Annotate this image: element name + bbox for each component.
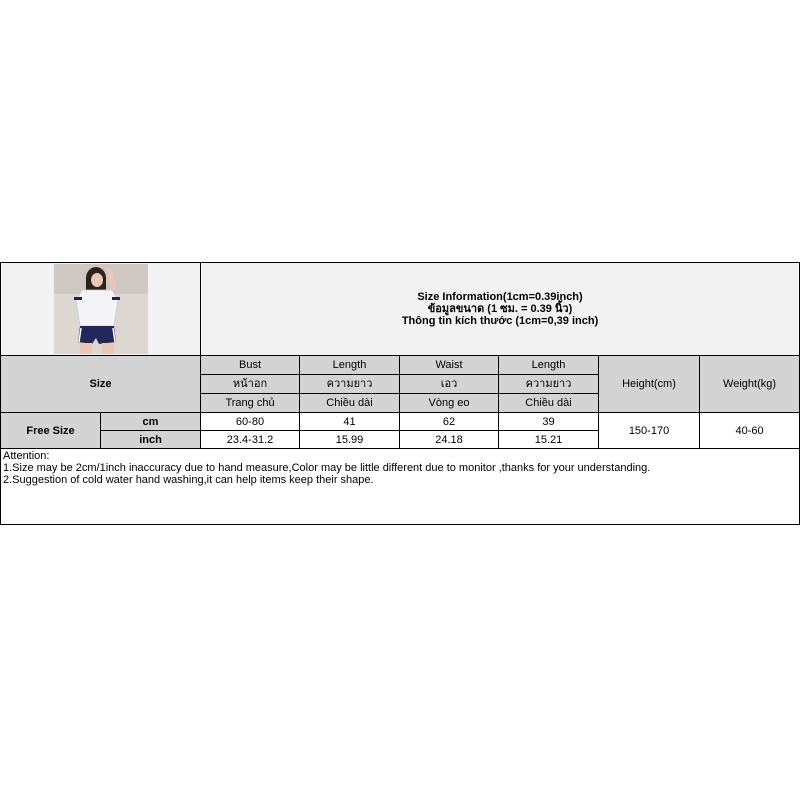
table-cell: 15.21 [499,431,599,449]
table-cell: 62 [400,413,499,431]
col-bust-vi: Trang chủ [201,394,300,413]
col-waist-vi: Vòng eo [400,394,499,413]
table-cell: 15.99 [300,431,400,449]
height-header: Height(cm) [599,356,700,413]
product-photo-cell [1,263,201,356]
unit-inch: inch [101,431,201,449]
table-cell: 23.4-31.2 [201,431,300,449]
unit-cm: cm [101,413,201,431]
attention-line-1: 1.Size may be 2cm/1inch inaccuracy due to hand measure,Color may be little different due to monitor ,thanks for your understanding. [3,462,651,474]
title-thai: ข้อมูลขนาด (1 ซม. = 0.39 นิ้ว) [427,303,573,315]
table-cell: 39 [499,413,599,431]
product-photo-icon [54,264,148,354]
table-cell: 60-80 [201,413,300,431]
table-cell: 41 [300,413,400,431]
attention-line-2: 2.Suggestion of cold water hand washing,it can help items keep their shape. [3,474,374,486]
title-vietnamese: Thông tin kích thước (1cm=0,39 inch) [401,315,599,327]
col-length-th: ความยาว [300,375,400,394]
col-length2-vi: Chiều dài [499,394,599,413]
table-cell: 24.18 [400,431,499,449]
free-size-label: Free Size [1,413,101,449]
size-header: Size [1,356,201,413]
height-value: 150-170 [599,413,700,449]
size-chart-table [0,262,800,525]
col-length-vi: Chiều dài [300,394,400,413]
col-waist-en: Waist [400,356,499,375]
col-bust-en: Bust [201,356,300,375]
col-length2-th: ความยาว [499,375,599,394]
title-english: Size Information(1cm=0.39inch) [417,291,583,303]
attention-notes [1,449,800,525]
size-chart-sheet [0,262,799,525]
weight-value: 40-60 [700,413,800,449]
size-information-title [201,263,800,356]
col-length-en: Length [300,356,400,375]
col-length2-en: Length [499,356,599,375]
attention-heading: Attention: [3,450,50,462]
col-waist-th: เอว [400,375,499,394]
col-bust-th: หน้าอก [201,375,300,394]
weight-header: Weight(kg) [700,356,800,413]
